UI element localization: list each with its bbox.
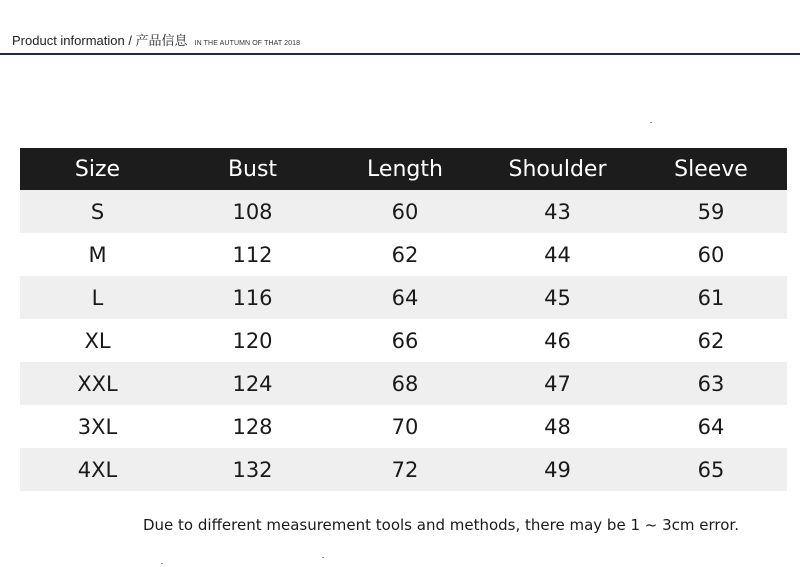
- table-cell-length: 66: [330, 319, 480, 362]
- page-subtitle: IN THE AUTUMN OF THAT 2018: [194, 40, 301, 47]
- table-cell-length: 68: [330, 362, 480, 405]
- table-cell-bust: 112: [175, 233, 330, 276]
- table-cell-sleeve: 62: [635, 319, 787, 362]
- table-cell-sleeve: 63: [635, 362, 787, 405]
- table-row: [20, 319, 787, 362]
- table-row: [20, 233, 787, 276]
- column-header-sleeve: Sleeve: [635, 148, 787, 190]
- table-cell-length: 62: [330, 233, 480, 276]
- table-cell-shoulder: 44: [480, 233, 635, 276]
- table-cell-sleeve: 59: [635, 190, 787, 233]
- table-cell-length: 70: [330, 405, 480, 448]
- table-row: [20, 362, 787, 405]
- table-cell-shoulder: 43: [480, 190, 635, 233]
- column-header-length: Length: [330, 148, 480, 190]
- table-row: [20, 448, 787, 491]
- table-cell-bust: 124: [175, 362, 330, 405]
- table-row: [20, 405, 787, 448]
- table-cell-size: L: [20, 276, 175, 319]
- background-speck: [161, 563, 163, 564]
- table-cell-size: 3XL: [20, 405, 175, 448]
- background-speck: [650, 122, 652, 123]
- table-cell-length: 64: [330, 276, 480, 319]
- table-cell-sleeve: 60: [635, 233, 787, 276]
- table-cell-size: M: [20, 233, 175, 276]
- size-chart-table: [20, 148, 787, 491]
- table-cell-bust: 128: [175, 405, 330, 448]
- table-cell-sleeve: 64: [635, 405, 787, 448]
- header-divider: [0, 53, 800, 55]
- table-cell-sleeve: 65: [635, 448, 787, 491]
- table-cell-shoulder: 49: [480, 448, 635, 491]
- table-cell-shoulder: 47: [480, 362, 635, 405]
- table-cell-size: 4XL: [20, 448, 175, 491]
- table-cell-length: 60: [330, 190, 480, 233]
- page-header: [12, 30, 300, 49]
- table-cell-bust: 116: [175, 276, 330, 319]
- table-cell-shoulder: 48: [480, 405, 635, 448]
- table-cell-shoulder: 45: [480, 276, 635, 319]
- table-cell-bust: 132: [175, 448, 330, 491]
- table-cell-size: XXL: [20, 362, 175, 405]
- table-cell-bust: 108: [175, 190, 330, 233]
- table-cell-sleeve: 61: [635, 276, 787, 319]
- table-cell-size: S: [20, 190, 175, 233]
- page-title: Product information / 产品信息: [12, 33, 188, 48]
- table-cell-shoulder: 46: [480, 319, 635, 362]
- measurement-note: Due to different measurement tools and methods, there may be 1 ~ 3cm error.: [143, 516, 739, 534]
- table-cell-length: 72: [330, 448, 480, 491]
- table-row: [20, 276, 787, 319]
- column-header-size: Size: [20, 148, 175, 190]
- column-header-shoulder: Shoulder: [480, 148, 635, 190]
- table-row: [20, 190, 787, 233]
- table-cell-size: XL: [20, 319, 175, 362]
- table-header-row: [20, 148, 787, 190]
- background-speck: [322, 557, 324, 558]
- column-header-bust: Bust: [175, 148, 330, 190]
- table-cell-bust: 120: [175, 319, 330, 362]
